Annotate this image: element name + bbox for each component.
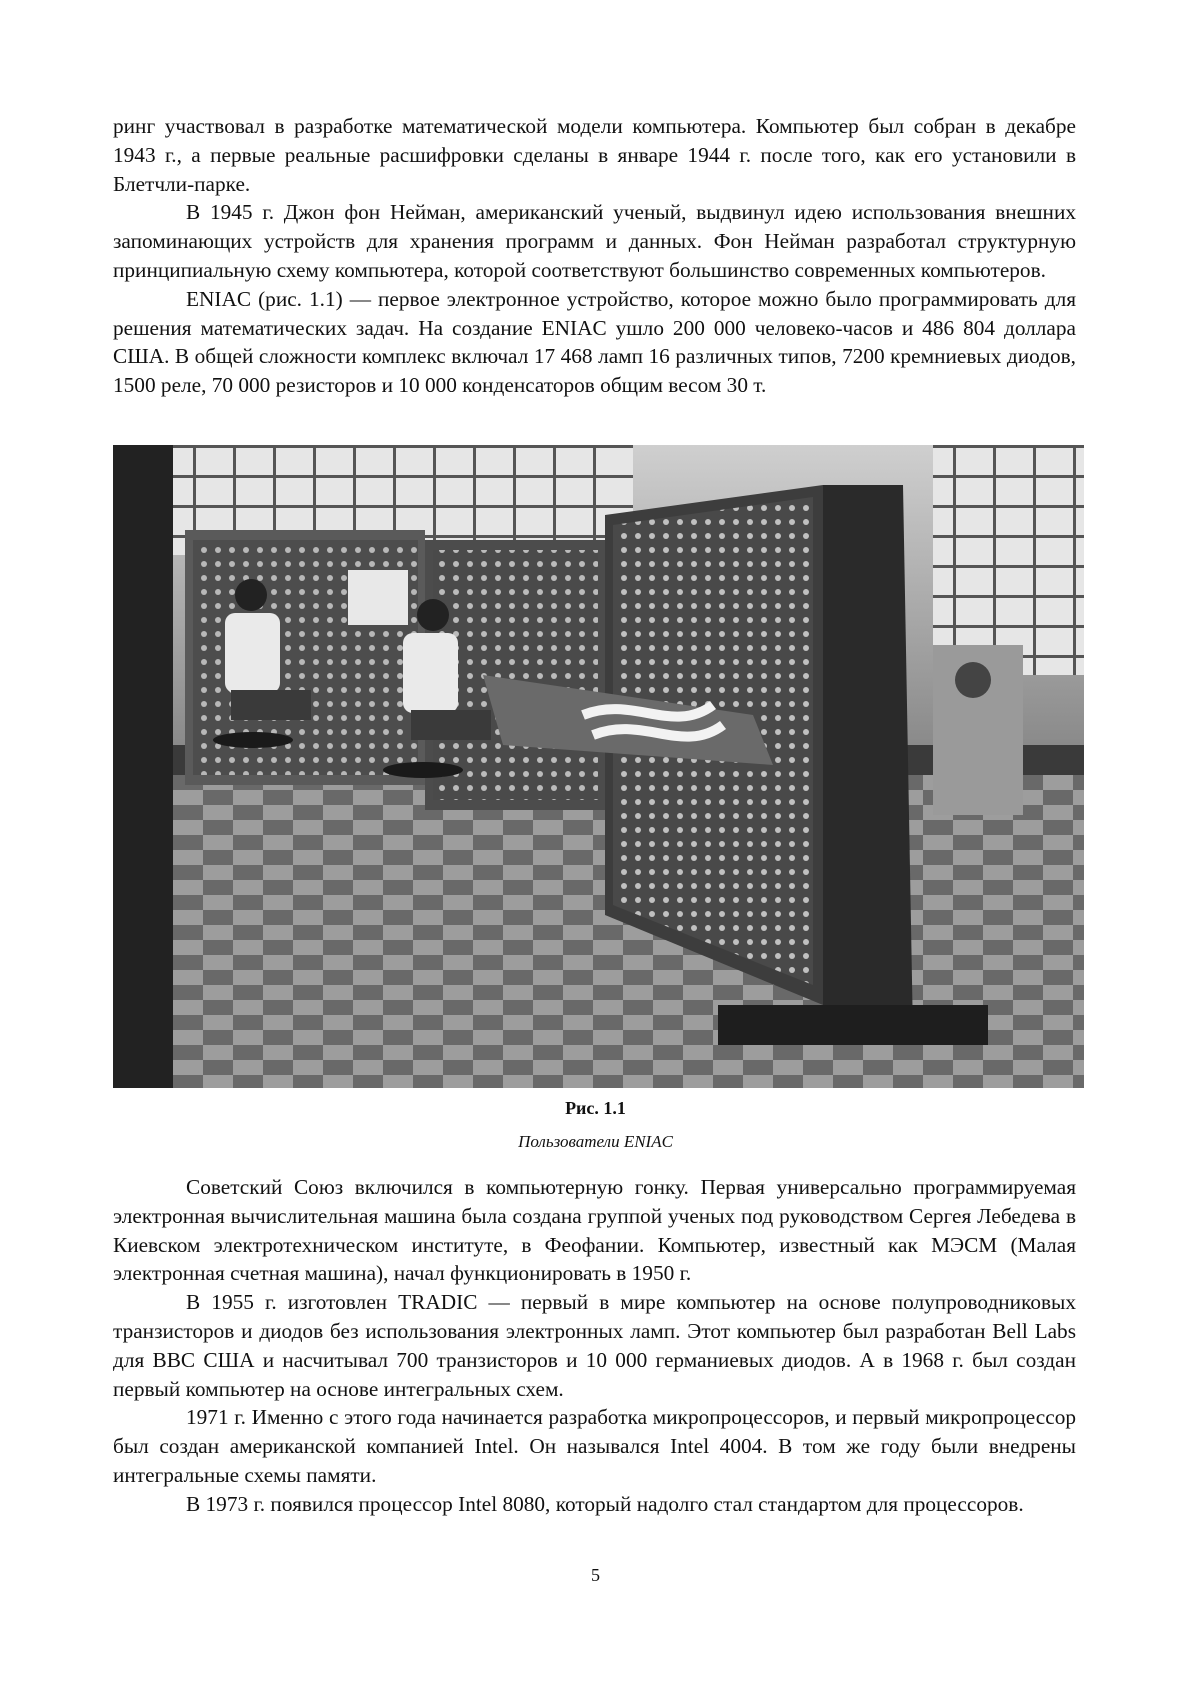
paragraph: ENIAC (рис. 1.1) — первое электронное устройство, которое можно было программировать для решения математических задач. На создание ENIAC ушло 200 000 человеко-часов и 486 804 доллара США. В общей сложности комплекс включал 17 468 ламп 16 различных типов, 7200 кремниевых диодов, 1500 реле, 70 000 резисторов и 10 000 конденсаторов общим весом 30 т. [113,286,1076,398]
eniac-photo [113,445,1084,1088]
figure-number: Рис. 1.1 [565,1098,626,1118]
eniac-photo-illustration [113,445,1084,1088]
body-text-top [113,112,1076,400]
paragraph: 1971 г. Именно с этого года начинается разработка микропроцессоров, и первый микропроцессор был создан американской компанией Intel. Он назывался Intel 4004. В том же году были внедрены интегральные схемы памяти. [113,1405,1076,1487]
paragraph: В 1945 г. Джон фон Нейман, американский ученый, выдвинул идею использования внешних запоминающих устройств для хранения программ и данных. Фон Нейман разработал структурную принципиальную схему компьютера, которой соответствуют большинство современных компьютеров. [113,200,1076,282]
body-text-bottom [113,1173,1076,1519]
page-number: 5 [591,1565,600,1585]
paragraph: Советский Союз включился в компьютерную гонку. Первая универсально программируемая электронная вычислительная машина была создана группой ученых под руководством Сергея Лебедева в Киевском электротехническом институте, в Феофании. Компьютер, известный как МЭСМ (Малая электронная счетная машина), начал функционировать в 1950 г. [113,1175,1076,1286]
figure-caption: Пользователи ENIAC [518,1132,673,1151]
paragraph: В 1973 г. появился процессор Intel 8080, который надолго стал стандартом для процессоров. [186,1491,1024,1516]
paragraph: ринг участвовал в разработке математической модели компьютера. Компьютер был собран в декабре 1943 г., а первые реальные расшифровки сделаны в январе 1944 г. после того, как его установили в Блетчли-парке. [113,114,1076,196]
paragraph: В 1955 г. изготовлен TRADIC — первый в мире компьютер на основе полупроводниковых транзисторов и диодов без использования электронных ламп. Этот компьютер был разработан Bell Labs для ВВС США и насчитывал 700 транзисторов и 10 000 германиевых диодов. А в 1968 г. был создан первый компьютер на основе интегральных схем. [113,1290,1076,1401]
